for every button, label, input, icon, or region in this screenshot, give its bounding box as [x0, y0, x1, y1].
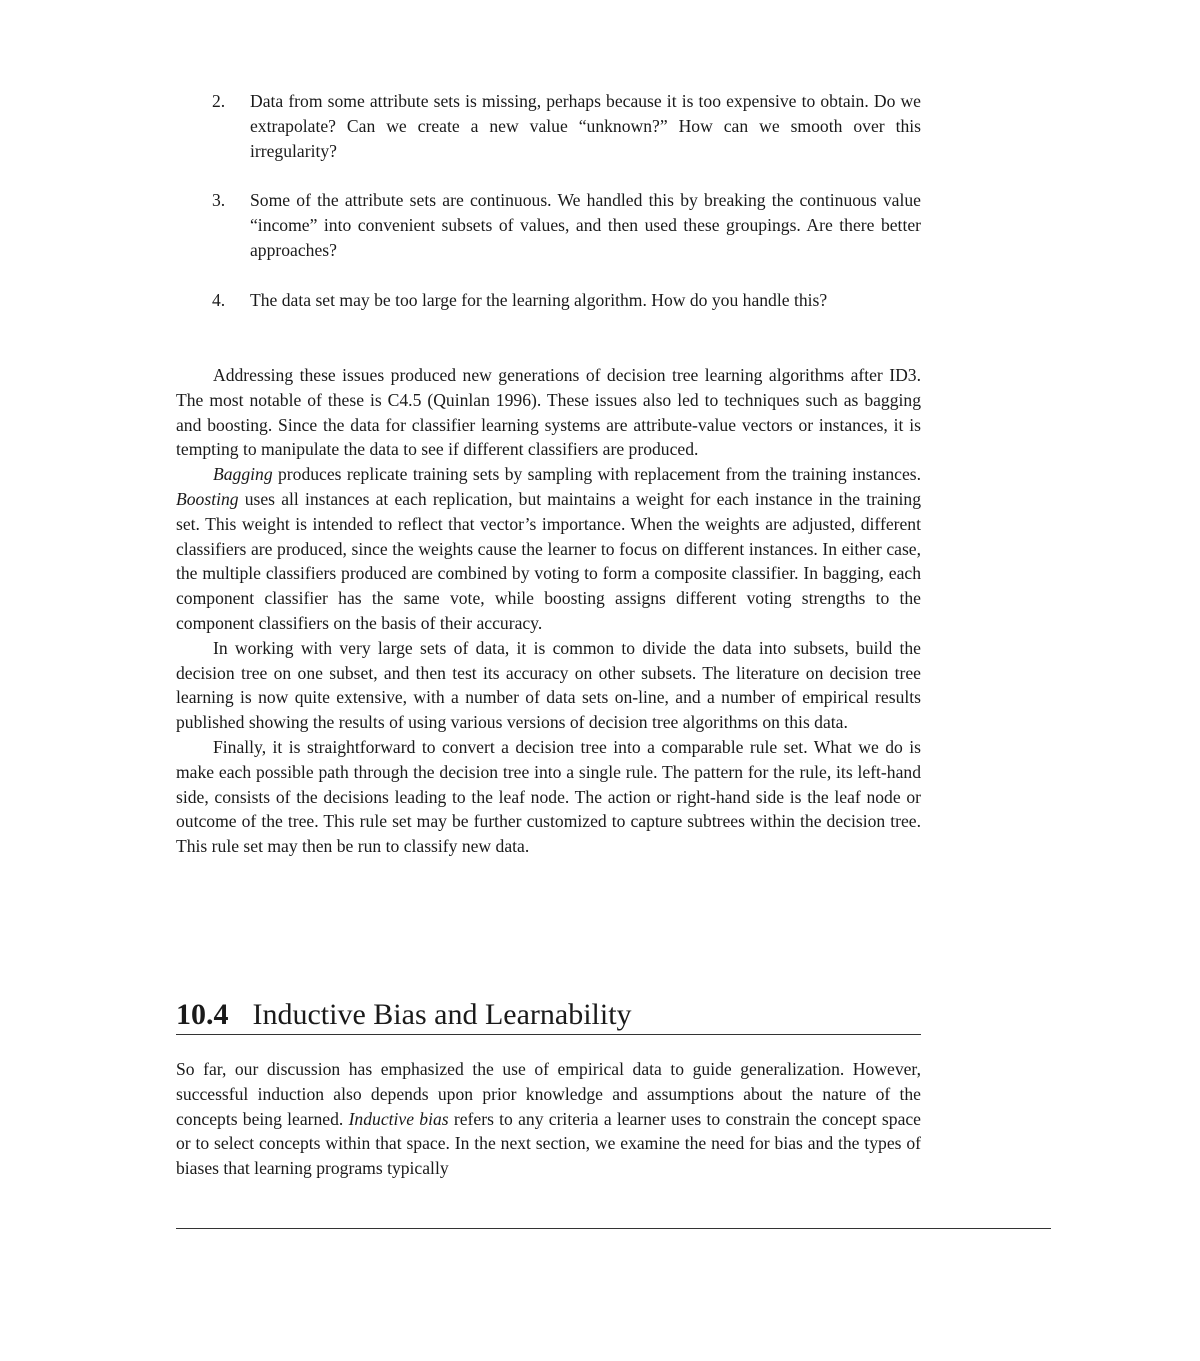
paragraph-bagging-boosting: [176, 462, 921, 636]
list-text: Data from some attribute sets is missing, perhaps because it is too expensive to obtain. Do we extrapolate? Can we create a new value “unknown?” How can we smooth over this irregularity?: [250, 91, 921, 161]
footer-divider: [176, 1228, 1051, 1229]
list-text: The data set may be too large for the learning algorithm. How do you handle this?: [250, 290, 828, 310]
list-number: 2.: [212, 91, 226, 111]
paragraph-addressing-issues: Addressing these issues produced new generations of decision tree learning algorithms after ID3. The most notable of these is C4.5 (Quinlan 1996). These issues also led to techniques such as bagging and boosting. Since the data for classifier learning systems are attribute-value vectors or instances, it is tempting to manipulate the data to see if different classifiers are produced.: [176, 365, 921, 460]
section-title: Inductive Bias and Learnability: [252, 998, 632, 1031]
term-inductive-bias: Inductive bias: [348, 1108, 449, 1129]
list-number: 4.: [212, 290, 226, 310]
section-body-text: [176, 1057, 921, 1181]
list-text: Some of the attribute sets are continuous. We handled this by breaking the continuous value “income” into convenient subsets of values, and then used these groupings. Are there better approaches?: [250, 190, 921, 260]
list-number: 3.: [212, 190, 226, 210]
paragraph-text: produces replicate training sets by sampling with replacement from the training instances.: [272, 464, 921, 485]
paragraph-large-data: In working with very large sets of data, it is common to divide the data into subsets, build the decision tree on one subset, and then test its accuracy on other subsets. The literature on decision tree learning is now quite extensive, with a number of data sets on-line, and a number of empirical results published showing the results of using various versions of decision tree algorithms on this data.: [176, 637, 921, 733]
paragraph-inductive-bias: [176, 1057, 921, 1181]
body-text: [176, 363, 921, 859]
list-item-3: [176, 188, 921, 262]
term-bagging: Bagging: [213, 464, 273, 485]
section-heading: [176, 996, 921, 1035]
paragraph-text: refers to any criteria a learner uses to constrain the concept space or to select concepts within that space. In the next section, we examine the need for bias and the types of biases that learning programs typically: [176, 1108, 921, 1179]
section-number: 10.4: [176, 998, 229, 1031]
paragraph-rule-set: Finally, it is straightforward to convert a decision tree into a comparable rule set. What we do is make each possible path through the decision tree into a single rule. The pattern for the rule, its left-hand side, consists of the decisions leading to the leaf node. The action or right-hand side is the leaf node or outcome of the tree. This rule set may be further customized to capture subtrees within the decision tree. This rule set may then be run to classify new data.: [176, 736, 921, 857]
paragraph-text: So far, our discussion has emphasized the use of empirical data to guide generalization. However, successful induction also depends upon prior knowledge and assumptions about the nature of the concepts being learned.: [176, 1059, 921, 1129]
paragraph-text: uses all instances at each replication, but maintains a weight for each instance in the training set. This weight is intended to reflect that vector’s importance. When the weights are adjusted, different classifiers are produced, since the weights cause the learner to focus on different instances. In either case, the multiple classifiers produced are combined by voting to form a composite classifier. In bagging, each component classifier has the same vote, while boosting assigns different voting strengths to the component classifiers on the basis of their accuracy.: [176, 488, 921, 633]
list-item-2: [176, 89, 921, 163]
term-boosting: Boosting: [176, 488, 239, 509]
list-item-4: [176, 288, 921, 313]
